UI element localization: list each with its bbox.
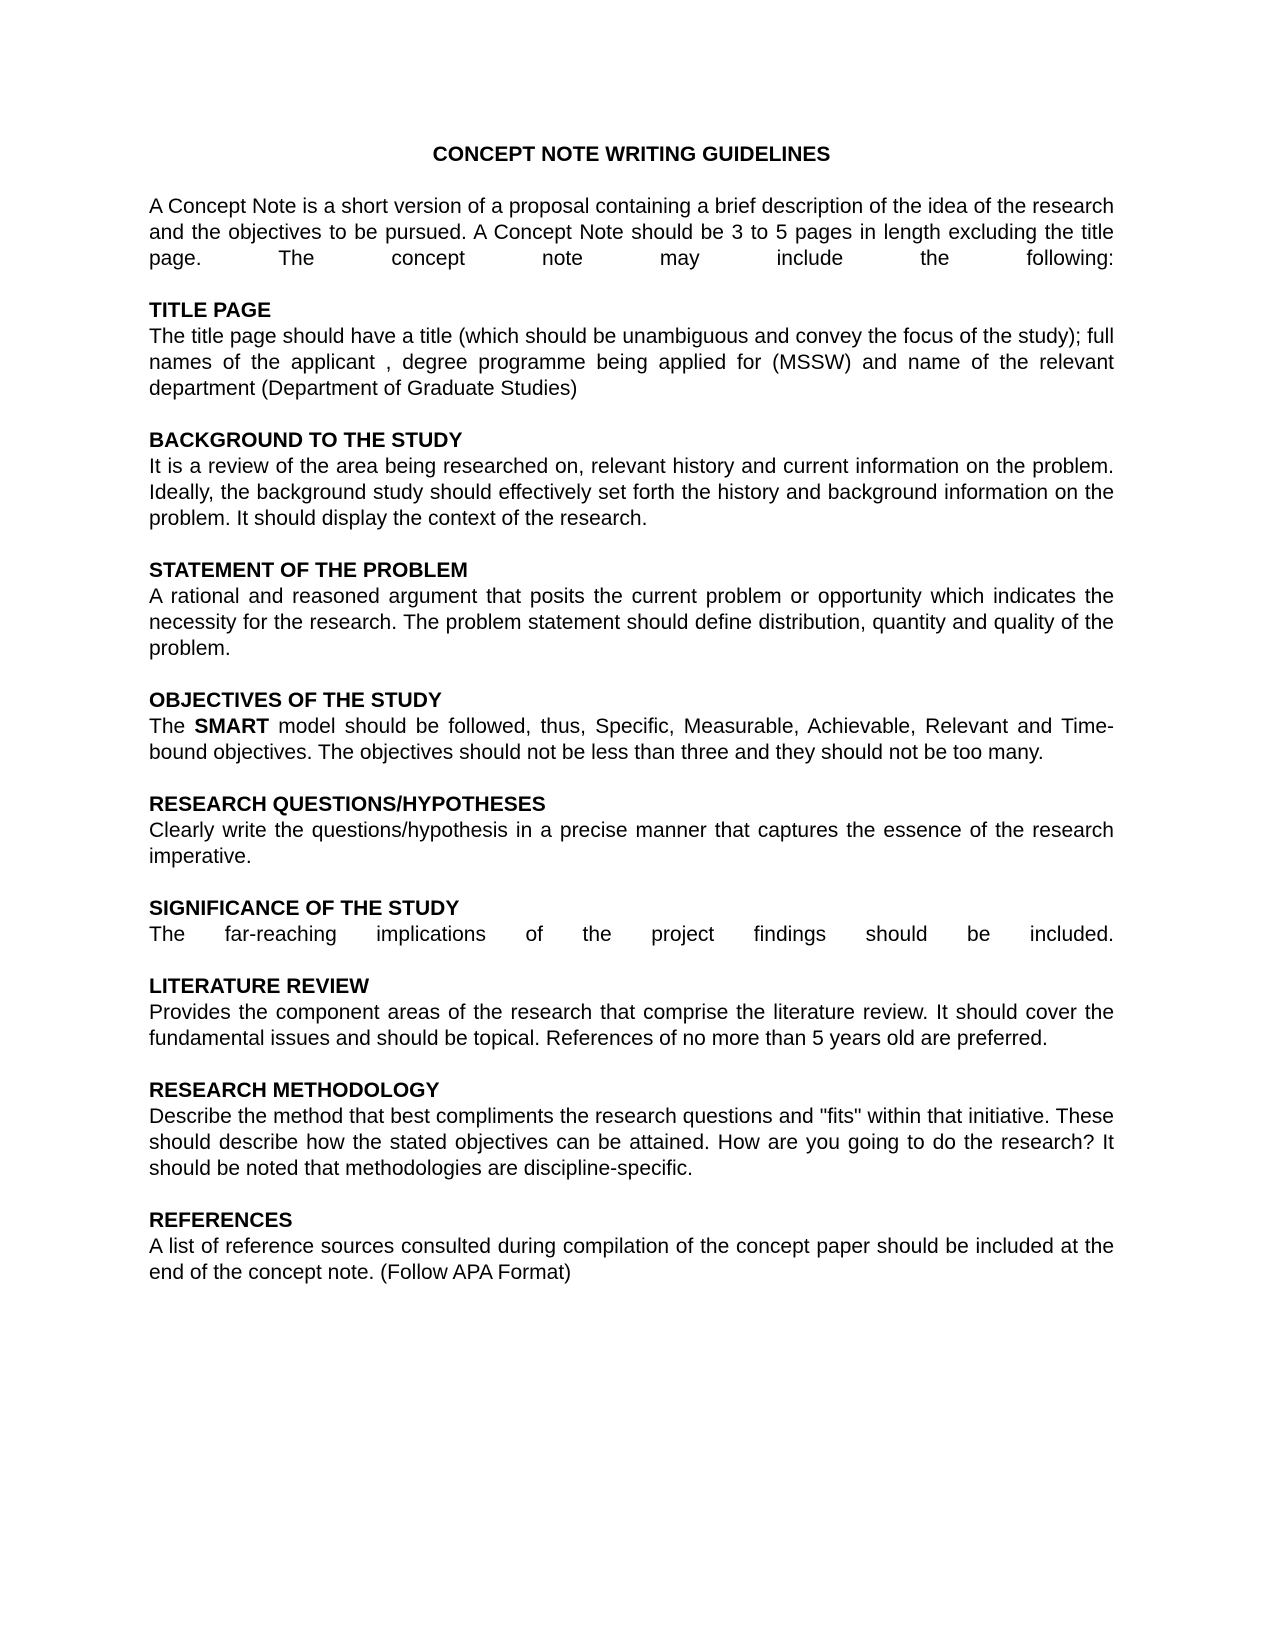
section-heading: SIGNIFICANCE OF THE STUDY: [149, 897, 460, 920]
section-heading: OBJECTIVES OF THE STUDY: [149, 689, 442, 712]
section-objectives: [149, 688, 1114, 766]
section-body: It is a review of the area being researched on, relevant history and current information on the problem. Ideally, the background study should effectively set forth the history and background information on the problem. It should display the context of the research.: [149, 455, 1114, 530]
section-body: A rational and reasoned argument that posits the current problem or opportunity which indicates the necessity for the research. The problem statement should define distribution, quantity and quality of the problem.: [149, 585, 1114, 660]
section-references: [149, 1208, 1114, 1286]
body-suffix: model should be followed, thus, Specific, Measurable, Achievable, Relevant and Time-bound objectives. The objectives should not be less than three and they should not be too many.: [149, 715, 1114, 764]
section-heading: RESEARCH METHODOLOGY: [149, 1079, 440, 1102]
section-research-questions: [149, 792, 1114, 870]
section-heading: RESEARCH QUESTIONS/HYPOTHESES: [149, 793, 546, 816]
section-body: Provides the component areas of the research that comprise the literature review. It should cover the fundamental issues and should be topical. References of no more than 5 years old are preferred.: [149, 1001, 1114, 1050]
section-methodology: [149, 1078, 1114, 1182]
intro-paragraph: A Concept Note is a short version of a proposal containing a brief description of the idea of the research and the objectives to be pursued. A Concept Note should be 3 to 5 pages in length excluding the title page. The concept note may include the following:: [149, 195, 1114, 270]
section-body: The title page should have a title (which should be unambiguous and convey the focus of the study); full names of the applicant , degree programme being applied for (MSSW) and name of the relevant department (Department of Graduate Studies): [149, 325, 1114, 400]
document-page: [149, 142, 1114, 1286]
document-title: CONCEPT NOTE WRITING GUIDELINES: [432, 143, 831, 166]
section-literature-review: [149, 974, 1114, 1052]
section-heading: TITLE PAGE: [149, 299, 272, 322]
section-body: Clearly write the questions/hypothesis in a precise manner that captures the essence of the research imperative.: [149, 819, 1114, 868]
section-background: [149, 428, 1114, 532]
section-heading: REFERENCES: [149, 1209, 293, 1232]
section-body: The far-reaching implications of the project findings should be included.: [149, 923, 1114, 946]
section-title-page: [149, 298, 1114, 402]
section-body: A list of reference sources consulted during compilation of the concept paper should be included at the end of the concept note. (Follow APA Format): [149, 1235, 1114, 1284]
section-significance: [149, 896, 1114, 948]
section-body: [149, 714, 1114, 766]
section-problem-statement: [149, 558, 1114, 662]
section-heading: BACKGROUND TO THE STUDY: [149, 429, 463, 452]
section-body: Describe the method that best compliments the research questions and "fits" within that initiative. These should describe how the stated objectives can be attained. How are you going to do the research? It should be noted that methodologies are discipline-specific.: [149, 1105, 1114, 1180]
body-prefix: The: [149, 715, 186, 738]
section-heading: LITERATURE REVIEW: [149, 975, 370, 998]
section-heading: STATEMENT OF THE PROBLEM: [149, 559, 468, 582]
smart-emphasis: SMART: [194, 715, 270, 738]
